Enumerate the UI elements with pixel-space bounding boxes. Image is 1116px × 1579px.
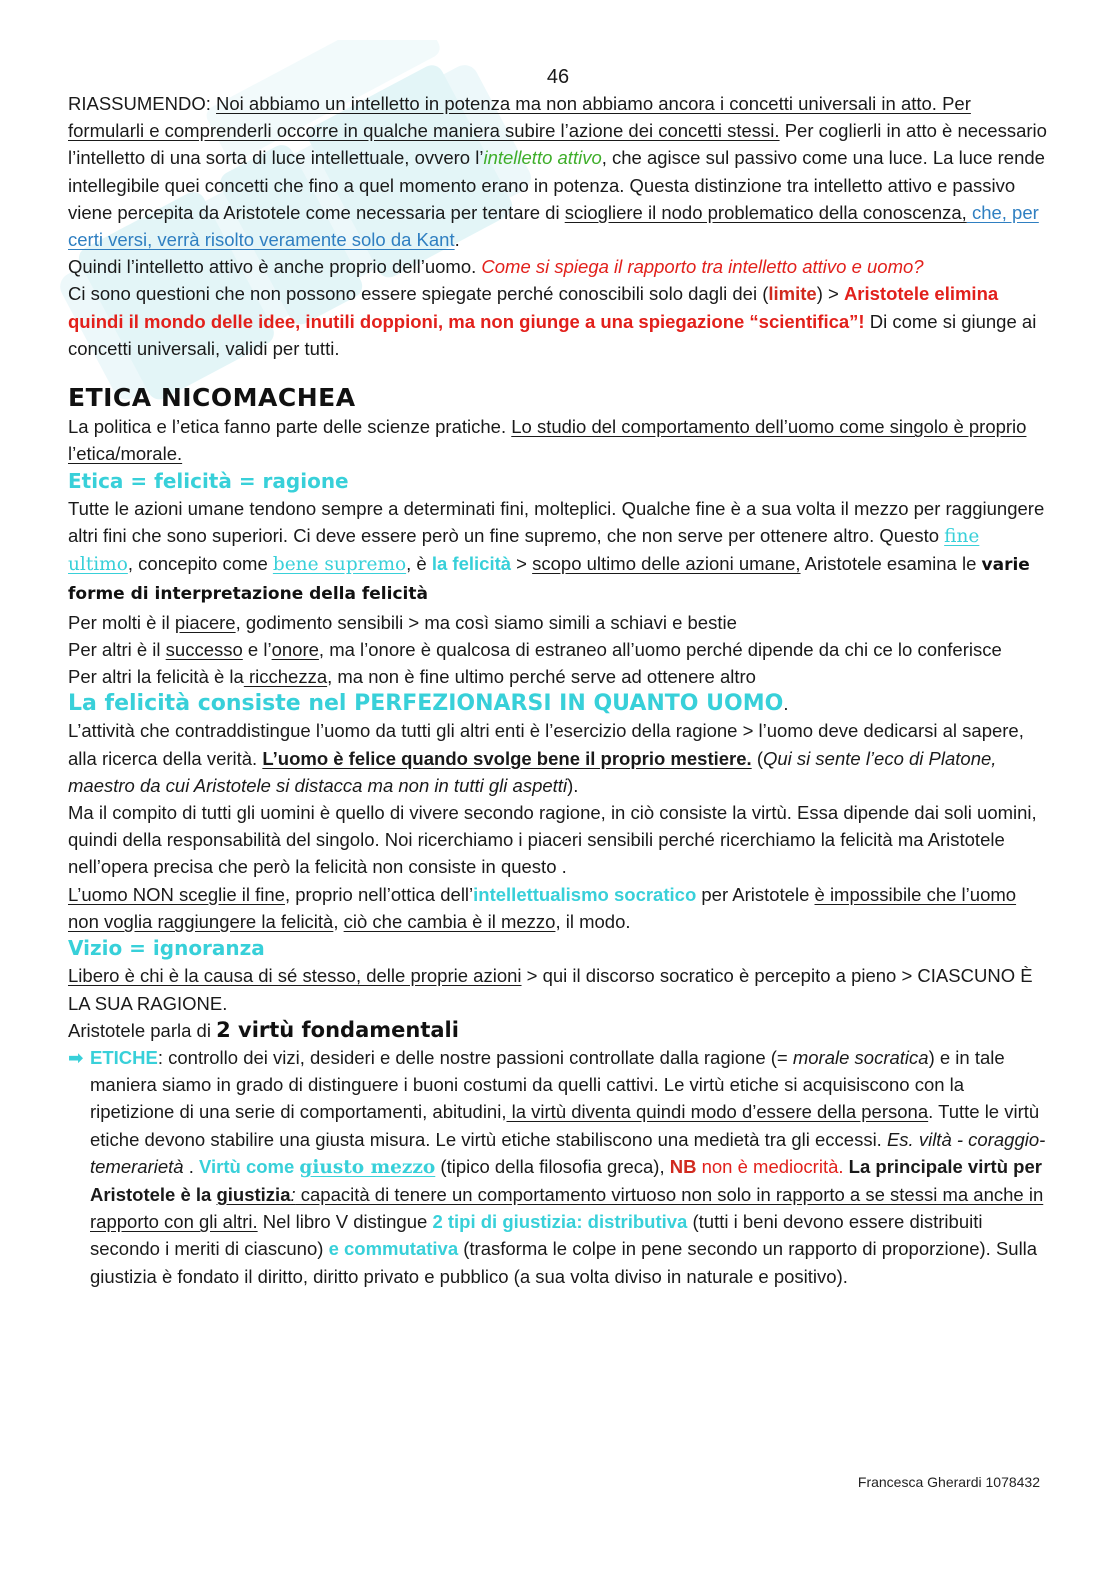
giustizia-term: giustizia — [216, 1183, 291, 1205]
etica-intro-paragraph: La politica e l’etica fanno parte delle scienze pratiche. Lo studio del comportamento dell’uomo come singolo è proprio l’etica/morale. — [68, 416, 1027, 465]
heading-etica-felicita: Etica = felicità = ragione — [68, 468, 349, 493]
conclusion-text: Aristotele elimina quindi il mondo delle idee, inutili doppioni, ma non giunge a una spiegazione “scientifica”! — [68, 283, 999, 332]
etiche-paragraph: ➡ ETICHE: controllo dei vizi, desideri e delle nostre passioni controllate dalla ragione (= morale socratica) e in tale maniera siamo in grado di distinguere i buoni costumi da quelli cattivi. Le virtù etiche si acquisiscono con la ripetizione di una serie di comportamenti, abitudini, la virtù diventa quindi modo d’essere della persona. Tutte le virtù etiche devono stabilire una giusta misura. Le virtù etiche stabiliscono una medietà tra gli eccessi. Es. viltà - coraggio- temerarietà . Virtù come giusto mezzo (tipico della filosofia greca), NB non è mediocrità. La principale virtù per Aristotele è la giustizia: capacità di tenere un comportamento virtuoso non solo in rapporto a se stessi ma anche in rapporto con gli altri. Nel libro V distingue 2 tipi di giustizia: distributiva (tutti i beni devono essere distribuiti secondo i meriti di ciascuno) e commutativa (trasforma le colpe in pene secondo un rapporto di proporzione). Sulla giustizia è fondato il diritto, diritto privato e pubblico (a sua volta diviso in naturale e positivo). — [68, 1044, 1048, 1290]
limit-paragraph: Ci sono questioni che non possono essere spiegate perché conoscibili solo dagli dei (limite) > Aristotele elimina quindi il mondo delle idee, inutili doppioni, ma non giunge a una spiegazione “scientifica”! Di come si giunge ai concetti universali, validi per tutti. — [68, 283, 1037, 359]
question-paragraph: Quindi l’intelletto attivo è anche proprio dell’uomo. Come si spiega il rapporto tra intelletto attivo e uomo? — [68, 256, 924, 278]
fine-ultimo-paragraph: Tutte le azioni umane tendono sempre a determinati fini, molteplici. Qualche fine è a sua volta il mezzo per raggiungere altri fini che sono superiori. Ci deve essere però un fine supremo, che non serve per ottenere altro. Questo fine ultimo, concepito come bene supremo, è la felicità > scopo ultimo delle azioni umane, Aristotele esamina le varie forme di interpretazione della felicità — [68, 497, 1045, 605]
footer-author: Francesca Gherardi 1078432 — [857, 1474, 1040, 1490]
libero-paragraph: Libero è chi è la causa di sé stesso, delle proprie azioni > qui il discorso socratico è percepito a pieno > CIASCUNO È LA SUA RAGIONE. — [68, 965, 1033, 1014]
summary-paragraph: RIASSUMENDO: Noi abbiamo un intelletto in potenza ma non abbiamo ancora i concetti universali in atto. Per formularli e comprenderli occorre in qualche maniera subire l’azione dei concetti stessi. Per coglierli in atto è necessario l’intelletto di una sorta di luce intellettuale, ovvero l’intelletto attivo, che agisce sul passivo come una luce. La luce rende intellegibile quei concetti che fino a quel momento erano in potenza. Questa distinzione tra intelletto attivo e passivo viene percepita da Aristotele come necessaria per tentare di sciogliere il nodo problematico della conoscenza, che, per certi versi, verrà risolto veramente solo da Kant. — [68, 93, 1047, 251]
fine-paragraph: L’uomo NON sceglie il fine, proprio nell’ottica dell’intellettualismo socratico per Aristotele è impossibile che l’uomo non voglia raggiungere la felicità, ciò che cambia è il mezzo, il modo. — [68, 883, 1017, 932]
list-item: Per molti è il piacere, godimento sensibili > ma così siamo simili a schiavi e bestie — [68, 611, 737, 633]
list-item: Per altri la felicità è la ricchezza, ma non è fine ultimo perché serve ad ottenere altro — [68, 666, 756, 688]
etiche-label: ETICHE — [90, 1046, 158, 1068]
heading-perfezionarsi: La felicità consiste nel PERFEZIONARSI IN QUANTO UOMO. — [68, 691, 789, 717]
intellettualismo-term: intellettualismo socratico — [473, 883, 697, 905]
virtu-fondamentali-line: Aristotele parla di 2 virtù fondamentali — [68, 1017, 459, 1042]
heading-vizio: Vizio = ignoranza — [68, 936, 265, 961]
giusto-mezzo-term: giusto mezzo — [299, 1156, 436, 1178]
nb-label: NB — [669, 1155, 697, 1177]
felicita-term: la felicità — [431, 553, 512, 575]
limite-term: limite — [768, 283, 817, 305]
page-number: 46 — [546, 66, 570, 88]
page-content — [68, 90, 1048, 1290]
intelletto-attivo-term: intelletto attivo — [483, 147, 602, 169]
ragione-paragraph: L’attività che contraddistingue l’uomo da tutti gli altri enti è l’esercizio della ragione > l’uomo deve dedicarsi al sapere, alla ricerca della verità. L’uomo è felice quando svolge bene il proprio mestiere. (Qui si sente l’eco di Platone, maestro da cui Aristotele si distacca ma non in tutti gli aspetti). — [68, 720, 1024, 796]
list-item: Per altri è il successo e l’onore, ma l’onore è qualcosa di estraneo all’uomo perché dipende da chi ce lo conferisce — [68, 638, 1002, 660]
arrow-right-icon: ➡ — [68, 1046, 84, 1068]
fine-ultimo-term: fine ultimo — [68, 526, 980, 576]
bene-supremo-term: bene supremo — [272, 554, 407, 576]
kant-link[interactable]: che, per certi versi, verrà risolto veramente solo da Kant — [68, 201, 1039, 251]
section-title: ETICA NICOMACHEA — [68, 383, 356, 413]
question-text: Come si spiega il rapporto tra intelletto attivo e uomo? — [481, 256, 924, 278]
virtu-paragraph: Ma il compito di tutti gli uomini è quello di vivere secondo ragione, in ciò consiste la virtù. Essa dipende dai soli uomini, quindi della responsabilità del singolo. Noi ricerchiamo i piaceri sensibili perché ricerchiamo la felicità ma Aristotele nell’opera precisa che però la felicità non consiste in questo . — [68, 802, 1037, 878]
